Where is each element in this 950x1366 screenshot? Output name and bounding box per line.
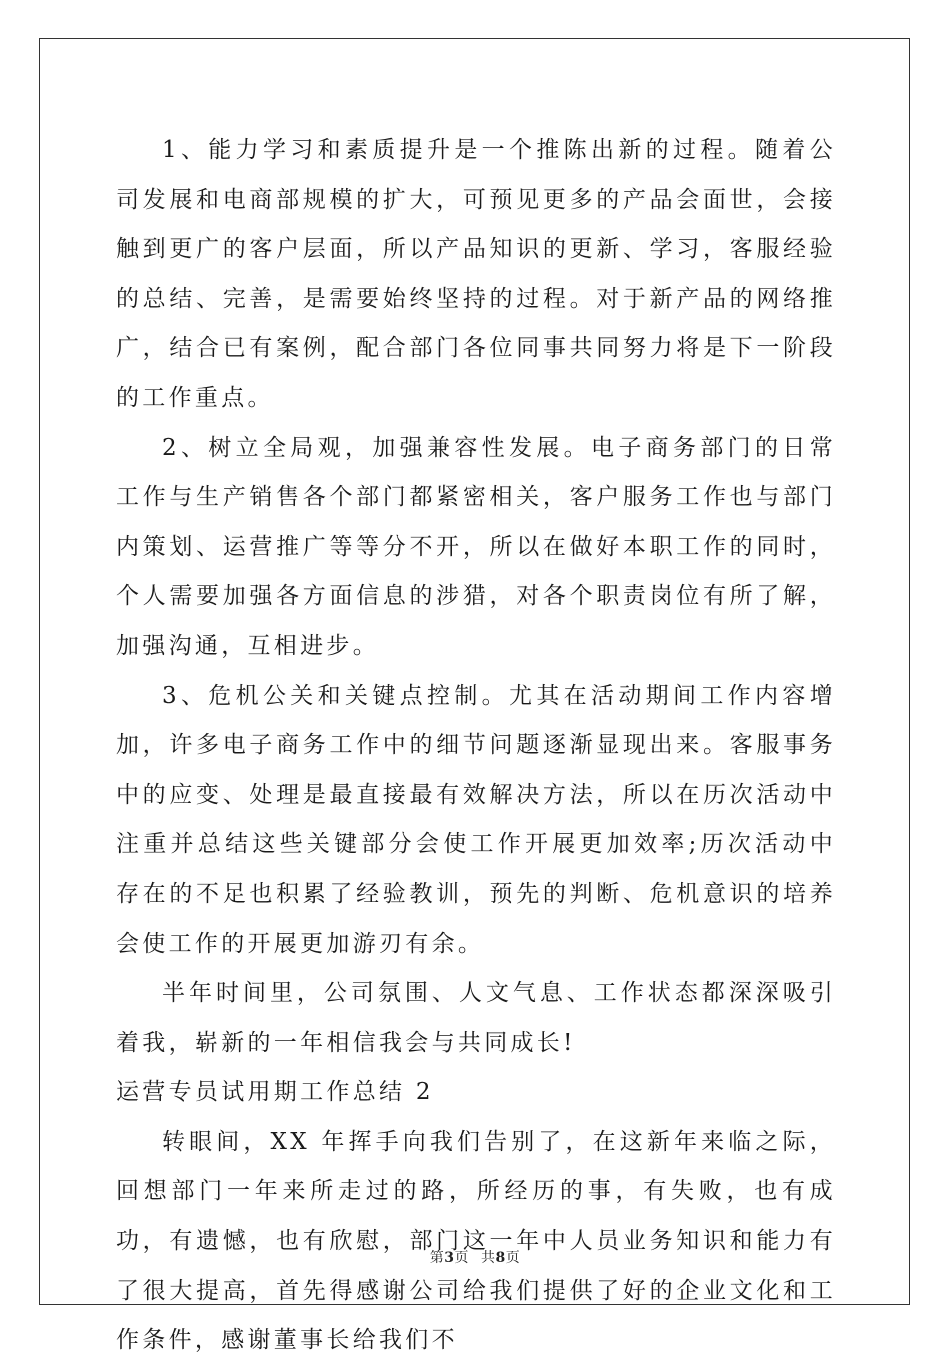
footer-page-current: 3: [444, 1250, 455, 1266]
paragraph-1: 1、能力学习和素质提升是一个推陈出新的过程。随着公司发展和电商部规模的扩大，可预见更多的产品会面世，会接触到更广的客户层面，所以产品知识的更新、学习，客服经验的总结、完善，是需要始终坚持的过程。对于新产品的网络推广，结合已有案例，配合部门各位同事共同努力将是下一阶段的工作重点。: [116, 137, 836, 411]
paragraph-2: 2、树立全局观，加强兼容性发展。电子商务部门的日常工作与生产销售各个部门都紧密相关，客户服务工作也与部门内策划、运营推广等等分不开，所以在做好本职工作的同时，个人需要加强各方面信息的涉猎，对各个职责岗位有所了解，加强沟通，互相进步。: [116, 434, 836, 659]
section-paragraph: 转眼间，XX 年挥手向我们告别了，在这新年来临之际，回想部门一年来所走过的路，所经历的事，有失败，也有成功，有遗憾，也有欣慰，部门这一年中人员业务知识和能力有了很大提高，首先得感谢公司给我们提供了好的企业文化和工作条件，感谢董事长给我们不: [116, 1128, 836, 1354]
footer-page-prefix: 第: [429, 1250, 445, 1266]
section-title: 运营专员试用期工作总结 2: [116, 1079, 434, 1106]
footer-page-mid: 页: [454, 1250, 469, 1266]
footer-total-suffix: 页: [505, 1250, 521, 1266]
paragraph-4: 半年时间里，公司氛围、人文气息、工作状态都深深吸引着我，崭新的一年相信我会与共同成长!: [116, 980, 836, 1056]
footer-total-prefix: 共: [481, 1250, 496, 1266]
paragraph-3: 3、危机公关和关键点控制。尤其在活动期间工作内容增加，许多电子商务工作中的细节问题逐渐显现出来。客服事务中的应变、处理是最直接最有效解决方法，所以在历次活动中注重并总结这些关键部分会使工作开展更加效率;历次活动中存在的不足也积累了经验教训，预先的判断、危机意识的培养会使工作的开展更加游刃有余。: [116, 682, 836, 957]
document-body: [116, 126, 836, 1366]
page-footer: [0, 1247, 950, 1267]
footer-page-total: 8: [495, 1250, 506, 1266]
